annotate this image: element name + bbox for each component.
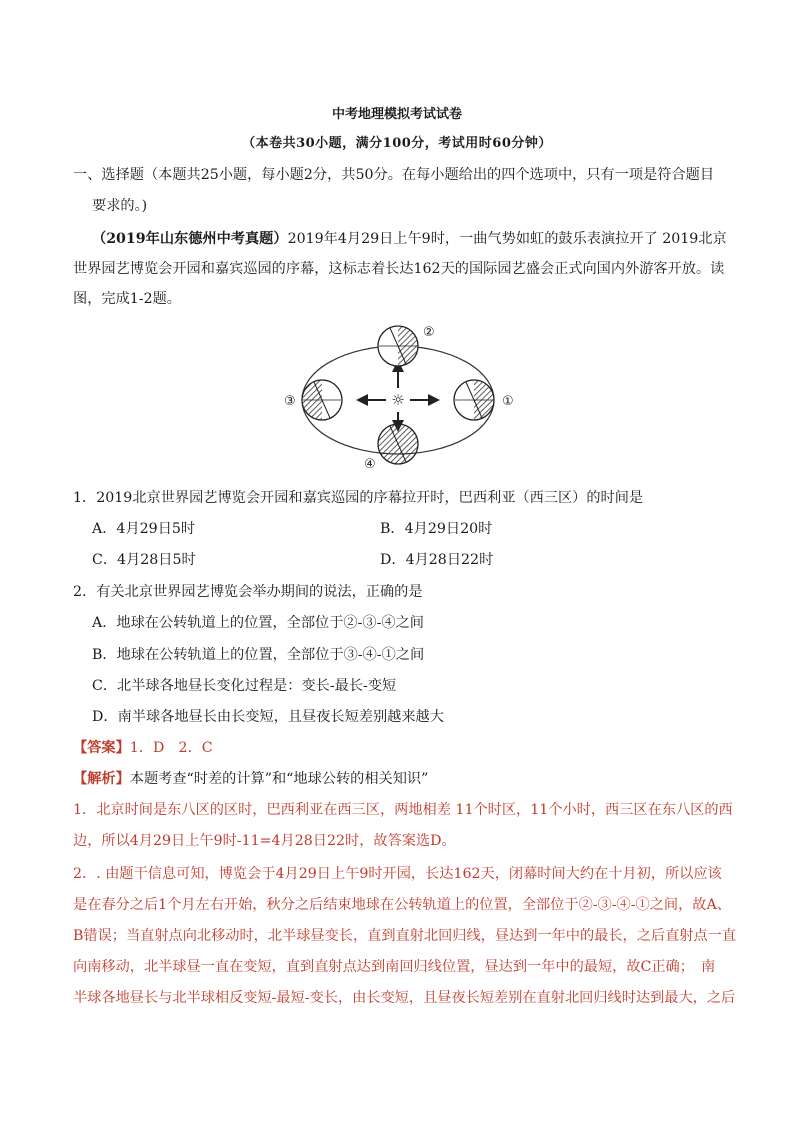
- label-4: ④: [364, 457, 376, 472]
- question-2-option-b: B．地球在公转轨道上的位置，全部位于③-④-①之间: [92, 647, 425, 663]
- question-1-option-a: A．4月29日5时: [92, 521, 196, 537]
- question-2-option-d: D．南半球各地昼长由长变短，且昼夜长短差别越来越大: [92, 709, 444, 725]
- label-1: ①: [502, 394, 514, 409]
- analysis-p2-line4: 向南移动，北半球昼一直在变短，直到直射点达到南回归线位置，昼达到一年中的最短，故C正确； 南: [73, 959, 716, 975]
- earth-position-3: [302, 380, 342, 420]
- label-2: ②: [423, 325, 435, 340]
- analysis-p1-line2: 边，所以4月29日上午9时-11=4月28日22时，故答案选D。: [73, 833, 456, 849]
- analysis-intro: 本题考查“时差的计算”和“地球公转的相关知识”: [129, 771, 429, 787]
- stem-line2: 世界园艺博览会开园和嘉宾巡园的序幕，这标志着长达162天的国际园艺盛会正式向国内外游客开放。读: [73, 261, 725, 277]
- answer-text: 1．D 2．C: [129, 740, 213, 756]
- question-1-option-d: D．4月28日22时: [380, 552, 494, 568]
- question-1-option-c: C．4月28日5时: [92, 552, 196, 568]
- sun-icon: ☼: [391, 391, 405, 409]
- stem-source: （2019年山东德州中考真题）: [92, 231, 288, 247]
- question-2-stem: 2．有关北京世界园艺博览会举办期间的说法，正确的是: [73, 584, 423, 600]
- stem-line1-text: 2019年4月29日上午9时，一曲气势如虹的鼓乐表演拉开了 2019北京: [287, 231, 727, 247]
- analysis-p2-line5: 半球各地昼长与北半球相反变短-最短-变长，由长变短，且昼夜长短差别在直射北回归线时达到最大，之后: [73, 990, 736, 1006]
- earth-orbit-diagram: [280, 318, 520, 474]
- analysis-p1-line1: 1．北京时间是东八区的区时，巴西利亚在西三区，两地相差 11个时区，11个小时，西三区在东八区的西: [73, 802, 733, 818]
- analysis-line: [73, 769, 428, 789]
- section-heading-line2: 要求的。): [92, 198, 148, 214]
- answer-line: [73, 738, 213, 758]
- section-heading-line1: 一、选择题（本题共25小题，每小题2分，共50分。在每小题给出的四个选项中，只有一项是符合题目: [73, 167, 715, 183]
- analysis-tag: 【解析】: [73, 771, 130, 787]
- stem-line1: [92, 229, 727, 249]
- question-2-option-a: A．地球在公转轨道上的位置，全部位于②-③-④之间: [92, 615, 424, 631]
- earth-position-1: [454, 380, 494, 420]
- question-2-option-c: C．北半球各地昼长变化过程是：变长-最长-变短: [92, 678, 397, 694]
- analysis-p2-line1: 2．. 由题干信息可知，博览会于4月29日上午9时开园，长达162天，闭幕时间大约在十月初，所以应该: [73, 866, 722, 882]
- earth-position-4: [378, 424, 418, 464]
- stem-line3: 图，完成1-2题。: [73, 291, 181, 307]
- analysis-p2-line2: 是在春分之后1个月左右开始，秋分之后结束地球在公转轨道上的位置，全部位于②-③-④-①之间，故A、: [73, 897, 731, 913]
- question-1-stem: 1．2019北京世界园艺博览会开园和嘉宾巡园的序幕拉开时，巴西利亚（西三区）的时间是: [73, 490, 644, 506]
- page-title: 中考地理模拟考试试卷: [331, 107, 462, 122]
- page-subtitle: （本卷共30小题，满分100分，考试用时60分钟）: [242, 136, 552, 151]
- earth-position-2: [378, 326, 418, 366]
- answer-tag: 【答案】: [73, 740, 130, 756]
- question-1-option-b: B．4月29日20时: [380, 521, 493, 537]
- analysis-p2-line3: B错误；当直射点向北移动时，北半球昼变长，直到直射北回归线，昼达到一年中的最长，之后直射点一直: [73, 928, 737, 944]
- label-3: ③: [284, 394, 296, 409]
